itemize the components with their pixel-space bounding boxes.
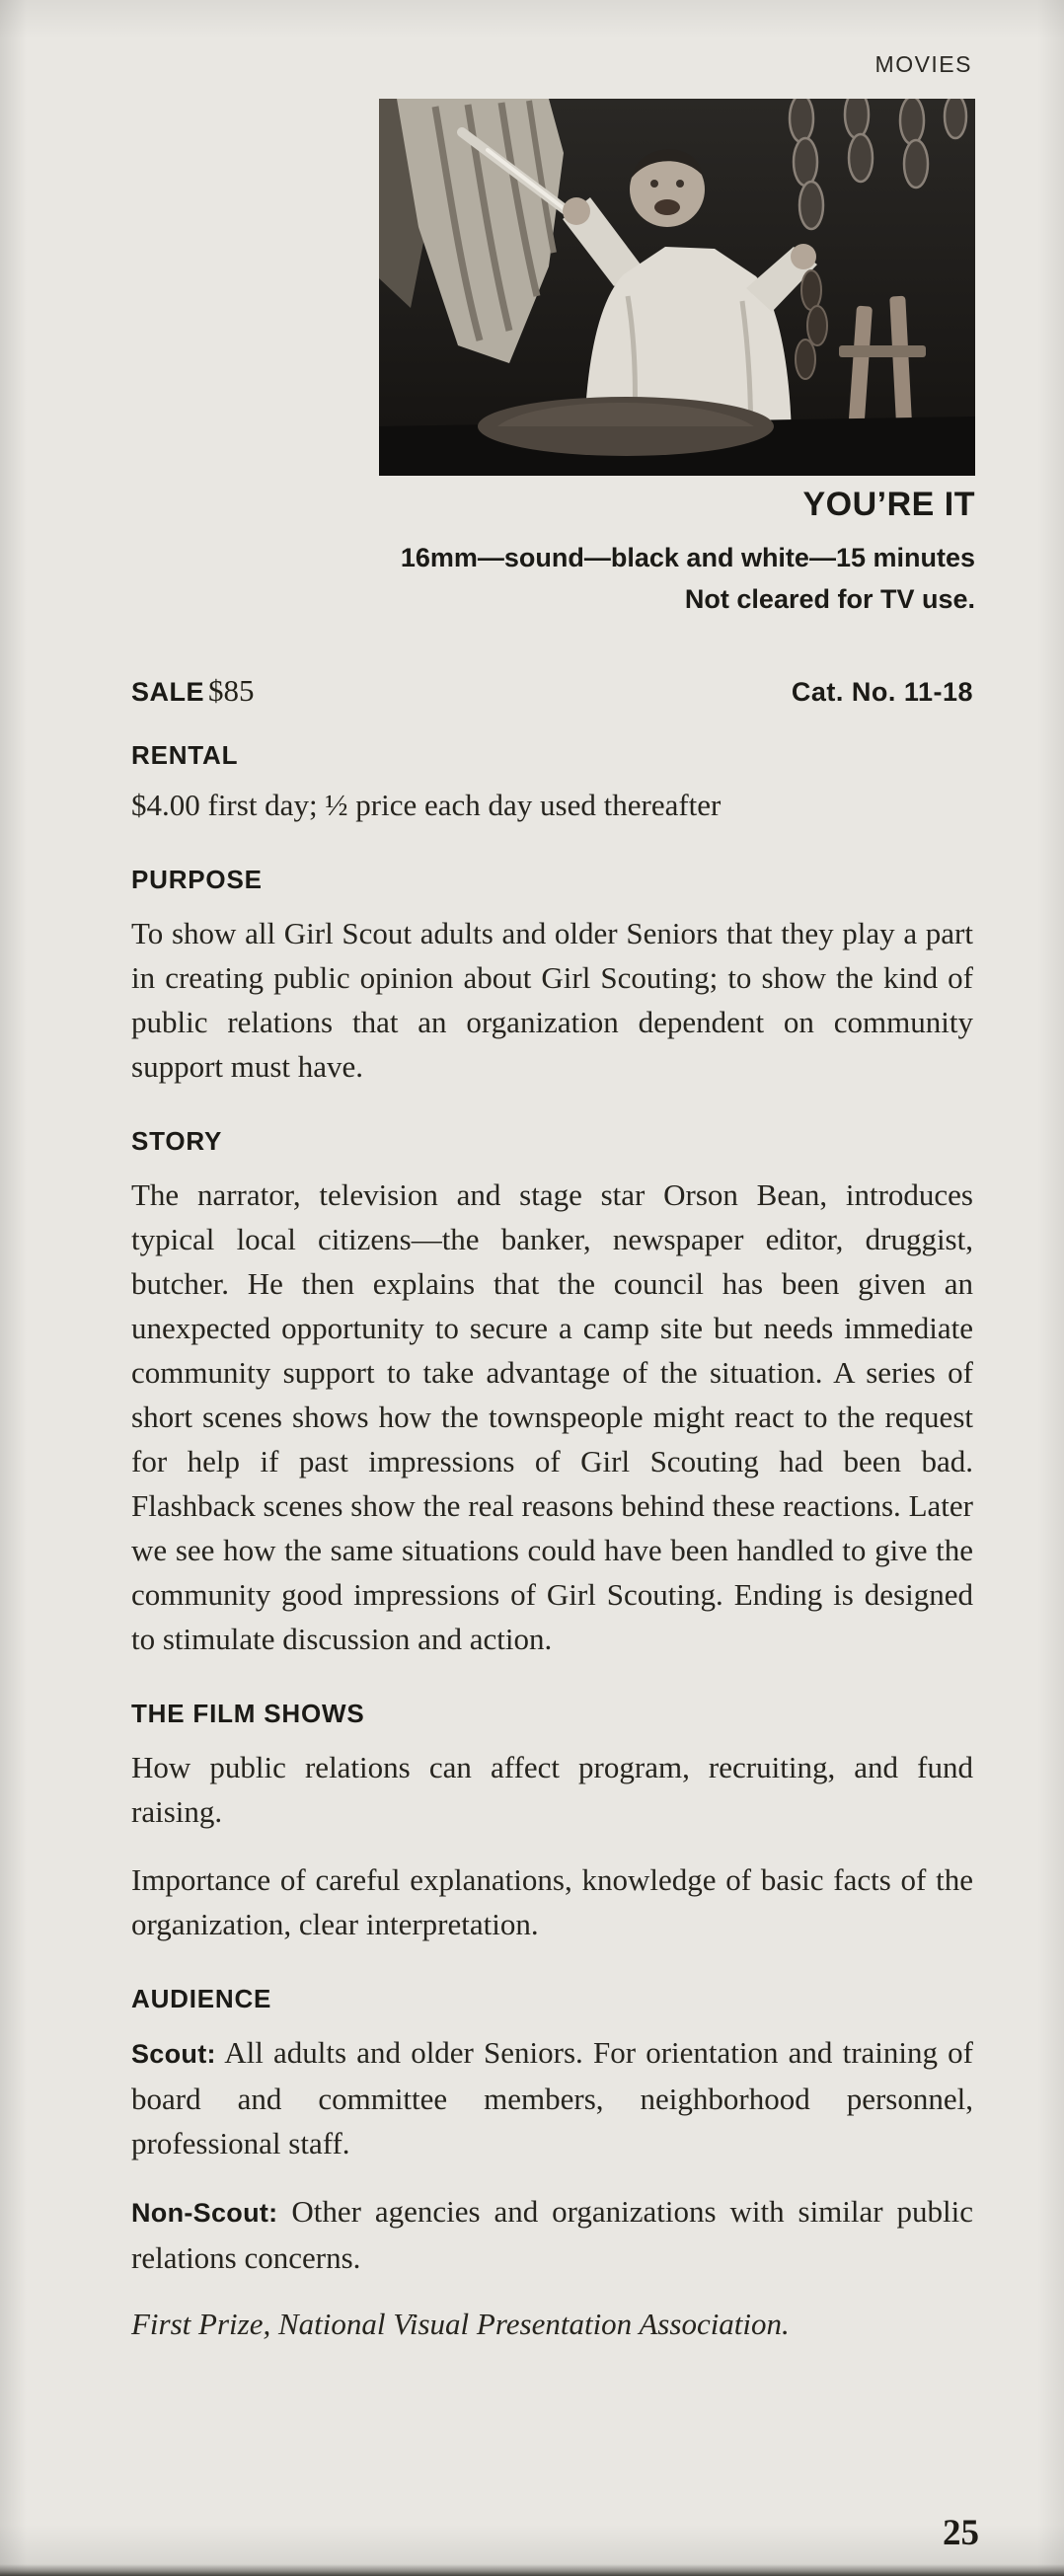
rental-heading: RENTAL [131, 740, 239, 770]
purpose-heading: PURPOSE [131, 865, 263, 894]
film-shows-paragraph: How public relations can affect program, recruiting, and fund raising. [131, 1750, 973, 1829]
page-bottom-edge [0, 2564, 1064, 2576]
running-head-movies: MOVIES [874, 51, 972, 77]
film-specs: 16mm—sound—black and white—15 minutes [400, 543, 975, 573]
story-heading: STORY [131, 1126, 223, 1156]
film-title: YOU’RE IT [802, 486, 975, 523]
audience-nonscout-paragraph [131, 2189, 973, 2280]
award-line: First Prize, National Visual Presentation Association. [131, 2307, 790, 2341]
film-shows-paragraph: Importance of careful explanations, knowledge of basic facts of the organization, clear interpretation. [131, 1862, 973, 1941]
film-still-photo [379, 99, 975, 476]
listing-body [131, 673, 973, 2346]
sale-entry [131, 673, 255, 709]
nonscout-label: Non-Scout: [131, 2198, 278, 2228]
story-body: The narrator, television and stage star Orson Bean, introduces typical local citizens—the banker, newspaper editor, druggist, butcher. He then explains that the council has been given an unexpected opportunity to secure a camp site but needs immediate community support to take advantage of the situation. A series of short scenes shows how the townspeople might react to the request for help if past impressions of Girl Scouting had been bad. Flashback scenes show the real reasons behind these reactions. Later we see how the same situations could have been handled to give the community good impressions of Girl Scouting. Ending is designed to stimulate discussion and action. [131, 1177, 973, 1656]
scout-body: All adults and older Seniors. For orientation and training of board and committee members, neighborhood personnel, professional staff. [131, 2035, 973, 2160]
rental-terms: $4.00 first day; ½ price each day used thereafter [131, 788, 722, 822]
scout-label: Scout: [131, 2039, 216, 2069]
film-tv-note: Not cleared for TV use. [684, 583, 975, 614]
sale-price: $85 [208, 673, 255, 708]
film-still-illustration [379, 99, 975, 476]
catalog-number: Cat. No. 11-18 [791, 677, 973, 707]
audience-heading: AUDIENCE [131, 1984, 272, 2013]
page-number: 25 [943, 2513, 979, 2553]
film-title-block [401, 486, 975, 621]
nonscout-body: Other agencies and organizations with similar public relations concerns. [131, 2194, 973, 2275]
sale-label: SALE [131, 677, 205, 707]
sale-row [131, 673, 973, 709]
purpose-body: To show all Girl Scout adults and older Seniors that they play a part in creating public opinion about Girl Scouting; to show the kind of public relations that an organization dependent on community support must have. [131, 916, 973, 1084]
audience-scout-paragraph [131, 2030, 973, 2165]
film-shows-heading: THE FILM SHOWS [131, 1699, 365, 1728]
